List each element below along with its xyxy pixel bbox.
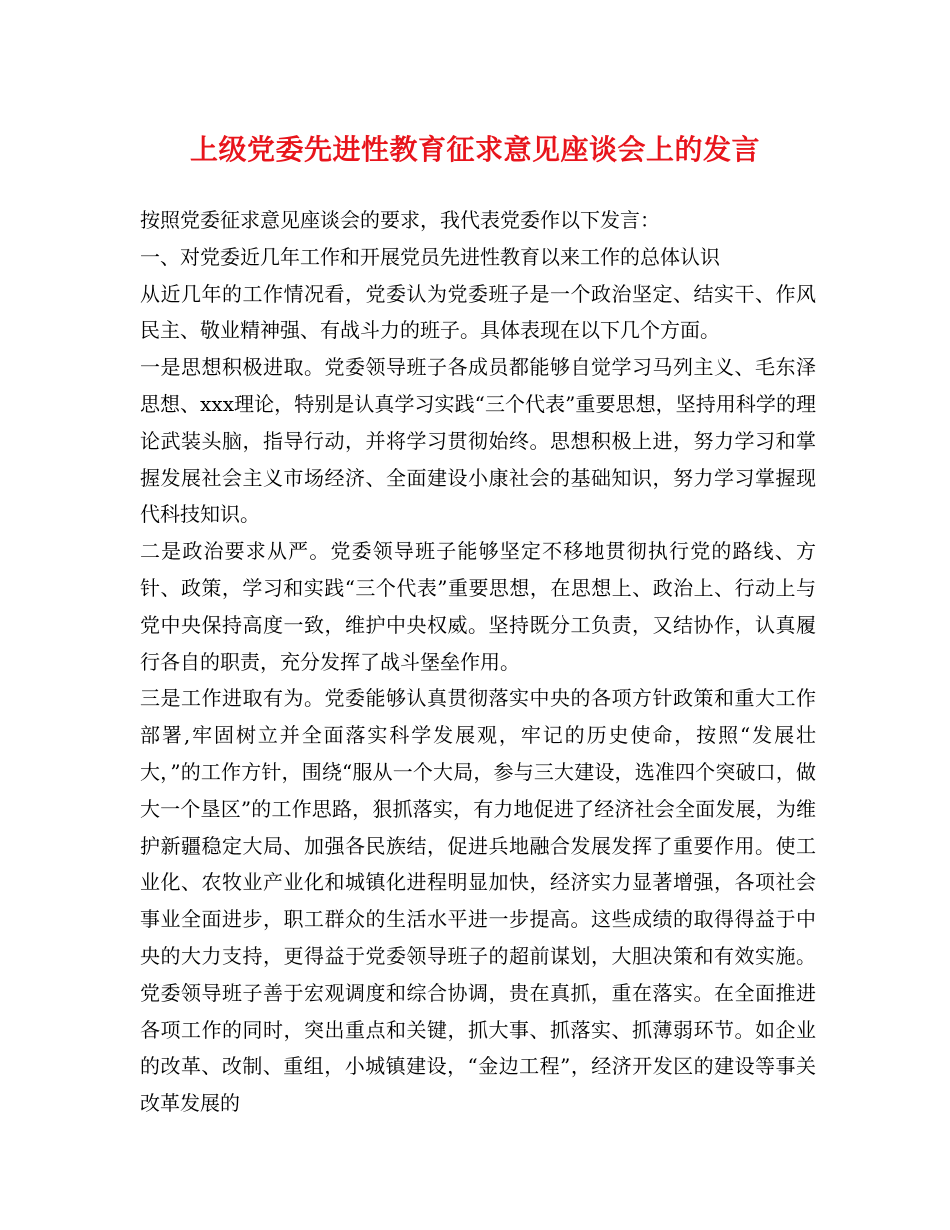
paragraph-point-one: 一是思想积极进取。党委领导班子各成员都能够自觉学习马列主义、毛东泽思想、xxx理论，特别是认真学习实践“三个代表”重要思想，坚持用科学的理论武装头脑，指导行动，并将学习贯彻始终。思想积极上进，努力学习和掌握发展社会主义市场经济、全面建设小康社会的基础知识，努力学习掌握现代科技知识。 [140, 355, 816, 527]
paragraph-point-three: 三是工作进取有为。党委能够认真贯彻落实中央的各项方针政策和重大工作部署,牢固树立并全面落实科学发展观，牢记的历史使命，按照“发展壮大，”的工作方针，围绕“服从一个大局，参与三大建设，选准四个突破口，做大一个垦区”的工作思路，狠抓落实，有力地促进了经济社会全面发展，为维护新疆稳定大局、加强各民族结，促进兵地融合发展发挥了重要作用。使工业化、农牧业产业化和城镇化进程明显加快，经济实力显著增强，各项社会事业全面进步，职工群众的生活水平进一步提高。这些成绩的取得得益于中央的大力支持，更得益于党委领导班子的超前谋划，大胆决策和有效实施。党委领导班子善于宏观调度和综合协调，贵在真抓，重在落实。在全面推进各项工作的同时，突出重点和关键，抓大事、抓落实、抓薄弱环节。如企业的改革、改制、重组，小城镇建设，“金边工程”，经济开发区的建设等事关改革发展的 [140, 686, 816, 1116]
document-title: 上级党委先进性教育征求意见座谈会上的发言 [189, 133, 760, 166]
paragraph-point-two: 二是政治要求从严。党委领导班子能够坚定不移地贯彻执行党的路线、方针、政策，学习和实践“三个代表”重要思想，在思想上、政治上、行动上与党中央保持高度一致，维护中央权威。坚持既分工负责，又结协作，认真履行各自的职责，充分发挥了战斗堡垒作用。 [140, 539, 816, 674]
paragraph-section-heading: 一、对党委近几年工作和开展党员先进性教育以来工作的总体认识 [140, 244, 720, 269]
document-body [140, 202, 816, 1122]
paragraph-overview: 从近几年的工作情况看，党委认为党委班子是一个政治坚定、结实干、作风民主、敬业精神强、有战斗力的班子。具体表现在以下几个方面。 [140, 281, 816, 343]
paragraph-intro: 按照党委征求意见座谈会的要求，我代表党委作以下发言： [140, 208, 660, 232]
